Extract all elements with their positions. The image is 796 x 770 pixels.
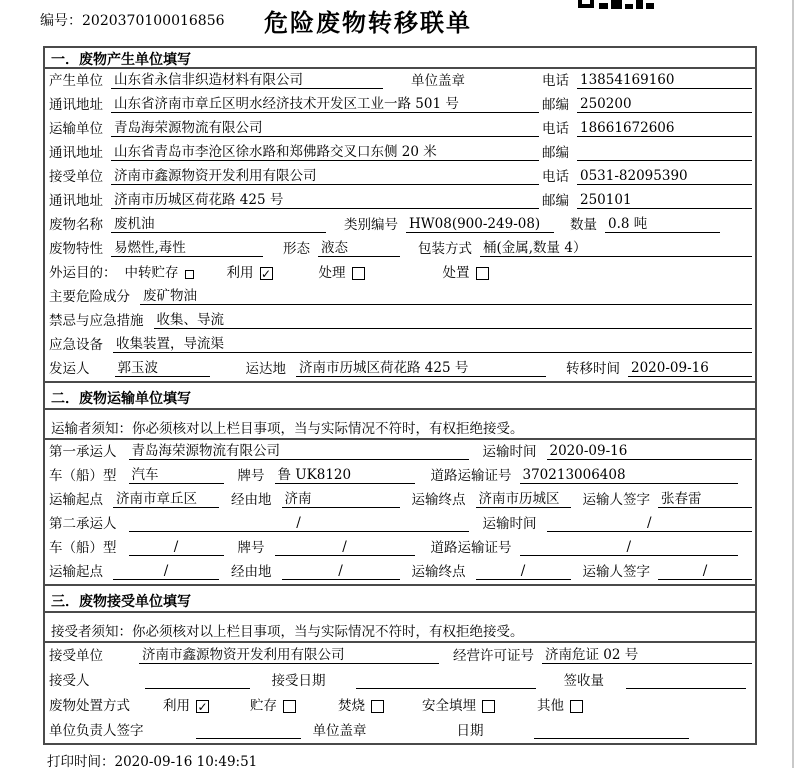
carrier2-label: 第二承运人 — [49, 516, 117, 532]
disposal-label: 废物处置方式 — [49, 698, 130, 714]
purpose-option-treat — [319, 261, 365, 281]
row-transport-unit — [45, 117, 755, 141]
origin1-value: 济南市章丘区 — [113, 487, 219, 508]
vehicle2-label: 车（船）型 — [49, 540, 117, 556]
unit-seal-label: 单位盖章 — [411, 73, 465, 89]
print-time — [47, 750, 257, 770]
signature1-value: 张春雷 — [658, 487, 752, 508]
origin2-value: / — [113, 563, 219, 580]
transporter-notice: 运输者须知：你必须核对以上栏目事项，当与实际情况不符时，有权拒绝接受。 — [45, 410, 755, 440]
receiver-person-label: 接受人 — [49, 673, 90, 689]
amount-value — [626, 688, 746, 689]
form-state-label: 形态 — [283, 241, 310, 257]
permit-label: 经营许可证号 — [453, 648, 534, 664]
disposal-option-landfill — [422, 694, 495, 714]
terminal2-value: / — [476, 563, 571, 580]
row-receive-unit — [45, 165, 755, 189]
qr-code-fragment-icon — [578, 0, 654, 9]
road-permit2-label: 道路运输证号 — [430, 540, 512, 556]
serial-label: 编号： — [40, 13, 82, 29]
row-waste-name — [45, 213, 755, 237]
waste-name-value: 废机油 — [111, 212, 326, 233]
row-transport-address — [45, 141, 755, 165]
transport-zip-label: 邮编 — [542, 145, 569, 161]
option-label: 中转贮存 — [124, 265, 179, 281]
signature2-value: / — [658, 563, 752, 580]
option-label: 利用 — [226, 265, 254, 281]
row-waste-property — [45, 237, 755, 261]
emergency-value: 收集、导流 — [154, 308, 753, 329]
road-permit1-value: 370213006408 — [520, 467, 739, 484]
receive-date-label: 接受日期 — [271, 673, 326, 689]
producer-unit-label: 产生单位 — [49, 73, 103, 89]
receiver-unit-value: 济南市鑫源物资开发利用有限公司 — [139, 643, 439, 664]
section2-rows — [45, 440, 755, 584]
transport-unit-value: 青岛海荣源物流有限公司 — [111, 116, 539, 137]
row-vehicle2 — [45, 536, 755, 560]
row-carrier2 — [45, 512, 755, 536]
row-producer-address — [45, 93, 755, 117]
serial-value: 2020370100016856 — [82, 13, 225, 29]
row-route1 — [45, 488, 755, 512]
transport-time1-value: 2020-09-16 — [547, 443, 753, 460]
terminal1-label: 运输终点 — [411, 492, 466, 508]
purpose-option-dispose — [443, 261, 489, 281]
row-shipper — [45, 357, 755, 381]
row-receiver-unit — [45, 643, 755, 668]
via1-value: 济南 — [282, 487, 400, 508]
row-vehicle1 — [45, 464, 755, 488]
destination-label: 运达地 — [245, 361, 286, 377]
signature1-label: 运输人签字 — [582, 492, 650, 508]
print-time-label: 打印时间： — [47, 754, 115, 770]
hazard-value: 废矿物油 — [140, 284, 752, 305]
row-purpose — [45, 261, 755, 285]
checkbox-checked-icon: ✓ — [260, 266, 272, 281]
emergency-label: 禁忌与应急措施 — [49, 313, 144, 329]
permit-value: 济南危证 02 号 — [542, 643, 752, 664]
equipment-label: 应急设备 — [49, 337, 103, 353]
option-label: 处理 — [318, 265, 346, 281]
row-producer-unit — [45, 69, 755, 93]
receiver-notice: 接受者须知：你必须核对以上栏目事项，当与实际情况不符时，有权拒绝接受。 — [45, 613, 755, 643]
producer-phone-value: 13854169160 — [577, 72, 752, 89]
manager-signature-label: 单位负责人签字 — [49, 723, 144, 739]
quantity-label: 数量 — [570, 217, 597, 233]
origin1-label: 运输起点 — [49, 492, 103, 508]
category-label: 类别编号 — [344, 217, 398, 233]
plate1-value: 鲁 UK8120 — [275, 463, 415, 484]
row-hazard — [45, 285, 755, 309]
waste-name-label: 废物名称 — [49, 217, 103, 233]
carrier2-value: / — [129, 515, 469, 532]
checkbox-icon — [371, 700, 384, 713]
hazard-label: 主要危险成分 — [49, 289, 130, 305]
checkbox-checked-icon: ✓ — [197, 699, 208, 714]
option-label: 利用 — [163, 698, 190, 714]
row-receive-address — [45, 189, 755, 213]
receiver-person-value — [145, 688, 250, 689]
terminal2-label: 运输终点 — [411, 564, 466, 580]
plate2-label: 牌号 — [237, 540, 265, 556]
via1-label: 经由地 — [231, 492, 272, 508]
section2-title: 二．废物运输单位填写 — [45, 381, 755, 410]
plate1-label: 牌号 — [237, 468, 265, 484]
option-label: 处置 — [442, 265, 470, 281]
shipper-value: 郭玉波 — [115, 356, 210, 377]
shipper-label: 发运人 — [49, 361, 90, 377]
checkbox-icon — [185, 270, 194, 279]
quantity-value: 0.8 吨 — [605, 212, 720, 233]
amount-label: 签收量 — [563, 673, 604, 689]
transport-phone-label: 电话 — [542, 121, 569, 137]
checkbox-icon — [283, 700, 296, 713]
disposal-option-utilize — [163, 694, 209, 714]
signature2-label: 运输人签字 — [582, 564, 650, 580]
receive-address-label: 通讯地址 — [49, 193, 103, 209]
transfer-form-table — [43, 46, 757, 745]
transport-zip-value — [577, 160, 752, 161]
receiver-unit-label: 接受单位 — [49, 648, 103, 664]
option-label: 贮存 — [250, 698, 277, 714]
receive-unit-value: 济南市鑫源物资开发利用有限公司 — [111, 164, 539, 185]
section3-title: 三．废物接受单位填写 — [45, 584, 755, 613]
option-label: 其他 — [537, 698, 564, 714]
form-header — [0, 0, 796, 46]
transfer-time-value: 2020-09-16 — [628, 360, 752, 377]
checkbox-icon — [570, 700, 583, 713]
page-title: 危险废物转移联单 — [264, 10, 472, 37]
row-equipment — [45, 333, 755, 357]
disposal-option-store — [250, 694, 296, 714]
via2-value: / — [282, 563, 400, 580]
date2-label: 日期 — [456, 723, 484, 739]
receiver-seal-label: 单位盖章 — [312, 723, 367, 739]
transfer-time-label: 转移时间 — [566, 361, 620, 377]
plate2-value: / — [275, 539, 415, 556]
packaging-value: 桶(金属,数量 4） — [480, 236, 752, 257]
waste-property-label: 废物特性 — [49, 241, 103, 257]
manager-signature-value — [196, 738, 301, 739]
page-edge-divider — [792, 0, 794, 768]
print-time-value: 2020-09-16 10:49:51 — [114, 754, 258, 770]
purpose-option-utilize — [227, 261, 273, 281]
receive-zip-value: 250101 — [577, 192, 752, 209]
receive-date-value — [356, 688, 536, 689]
section1-title: 一．废物产生单位填写 — [45, 48, 755, 69]
checkbox-icon — [482, 700, 495, 713]
transport-time1-label: 运输时间 — [482, 444, 537, 460]
packaging-label: 包装方式 — [418, 241, 472, 257]
producer-unit-value: 山东省永信非织造材料有限公司 — [111, 68, 383, 89]
disposal-option-incinerate — [338, 694, 384, 714]
category-value: HW08(900-249-08) — [406, 216, 554, 233]
road-permit2-value: / — [520, 539, 739, 556]
receive-phone-value: 0531-82095390 — [577, 168, 752, 185]
producer-address-value: 山东省济南市章丘区明水经济技术开发区工业一路 501 号 — [111, 92, 539, 113]
date2-value — [534, 738, 689, 739]
equipment-value: 收集装置，导流渠 — [113, 332, 752, 353]
checkbox-icon — [352, 267, 365, 280]
producer-phone-label: 电话 — [542, 73, 569, 89]
producer-address-label: 通讯地址 — [49, 97, 103, 113]
disposal-option-other — [537, 694, 583, 714]
producer-zip-label: 邮编 — [542, 97, 569, 113]
form-state-value: 液态 — [318, 236, 400, 257]
vehicle1-value: 汽车 — [129, 463, 224, 484]
row-emergency — [45, 309, 755, 333]
carrier1-value: 青岛海荣源物流有限公司 — [129, 439, 469, 460]
road-permit1-label: 道路运输证号 — [430, 468, 512, 484]
row-disposal — [45, 693, 755, 718]
section1-rows — [45, 69, 755, 381]
receive-zip-label: 邮编 — [542, 193, 569, 209]
transport-time2-label: 运输时间 — [482, 516, 537, 532]
row-route2 — [45, 560, 755, 584]
receive-phone-label: 电话 — [542, 169, 569, 185]
carrier1-label: 第一承运人 — [49, 444, 117, 460]
row-manager-signature — [45, 718, 755, 743]
receive-unit-label: 接受单位 — [49, 169, 103, 185]
waste-property-value: 易燃性,毒性 — [111, 236, 263, 257]
vehicle2-value: / — [129, 539, 224, 556]
vehicle1-label: 车（船）型 — [49, 468, 117, 484]
row-carrier1 — [45, 440, 755, 464]
origin2-label: 运输起点 — [49, 564, 103, 580]
transport-unit-label: 运输单位 — [49, 121, 103, 137]
transport-phone-value: 18661672606 — [577, 120, 752, 137]
option-label: 安全填埋 — [422, 698, 476, 714]
transport-address-value: 山东省青岛市李沧区徐水路和郑佛路交叉口东侧 20 米 — [111, 140, 539, 161]
receive-address-value: 济南市历城区荷花路 425 号 — [111, 188, 539, 209]
destination-value: 济南市历城区荷花路 425 号 — [296, 356, 546, 377]
producer-zip-value: 250200 — [577, 96, 752, 113]
via2-label: 经由地 — [231, 564, 272, 580]
section3-rows — [45, 643, 755, 743]
terminal1-value: 济南市历城区 — [476, 487, 571, 508]
checkbox-icon — [476, 267, 489, 280]
purpose-label: 外运目的： — [49, 265, 117, 281]
transport-address-label: 通讯地址 — [49, 145, 103, 161]
purpose-option-storage — [125, 261, 194, 281]
option-label: 焚烧 — [338, 698, 365, 714]
transport-time2-value: / — [547, 515, 753, 532]
row-receiver-person — [45, 668, 755, 693]
